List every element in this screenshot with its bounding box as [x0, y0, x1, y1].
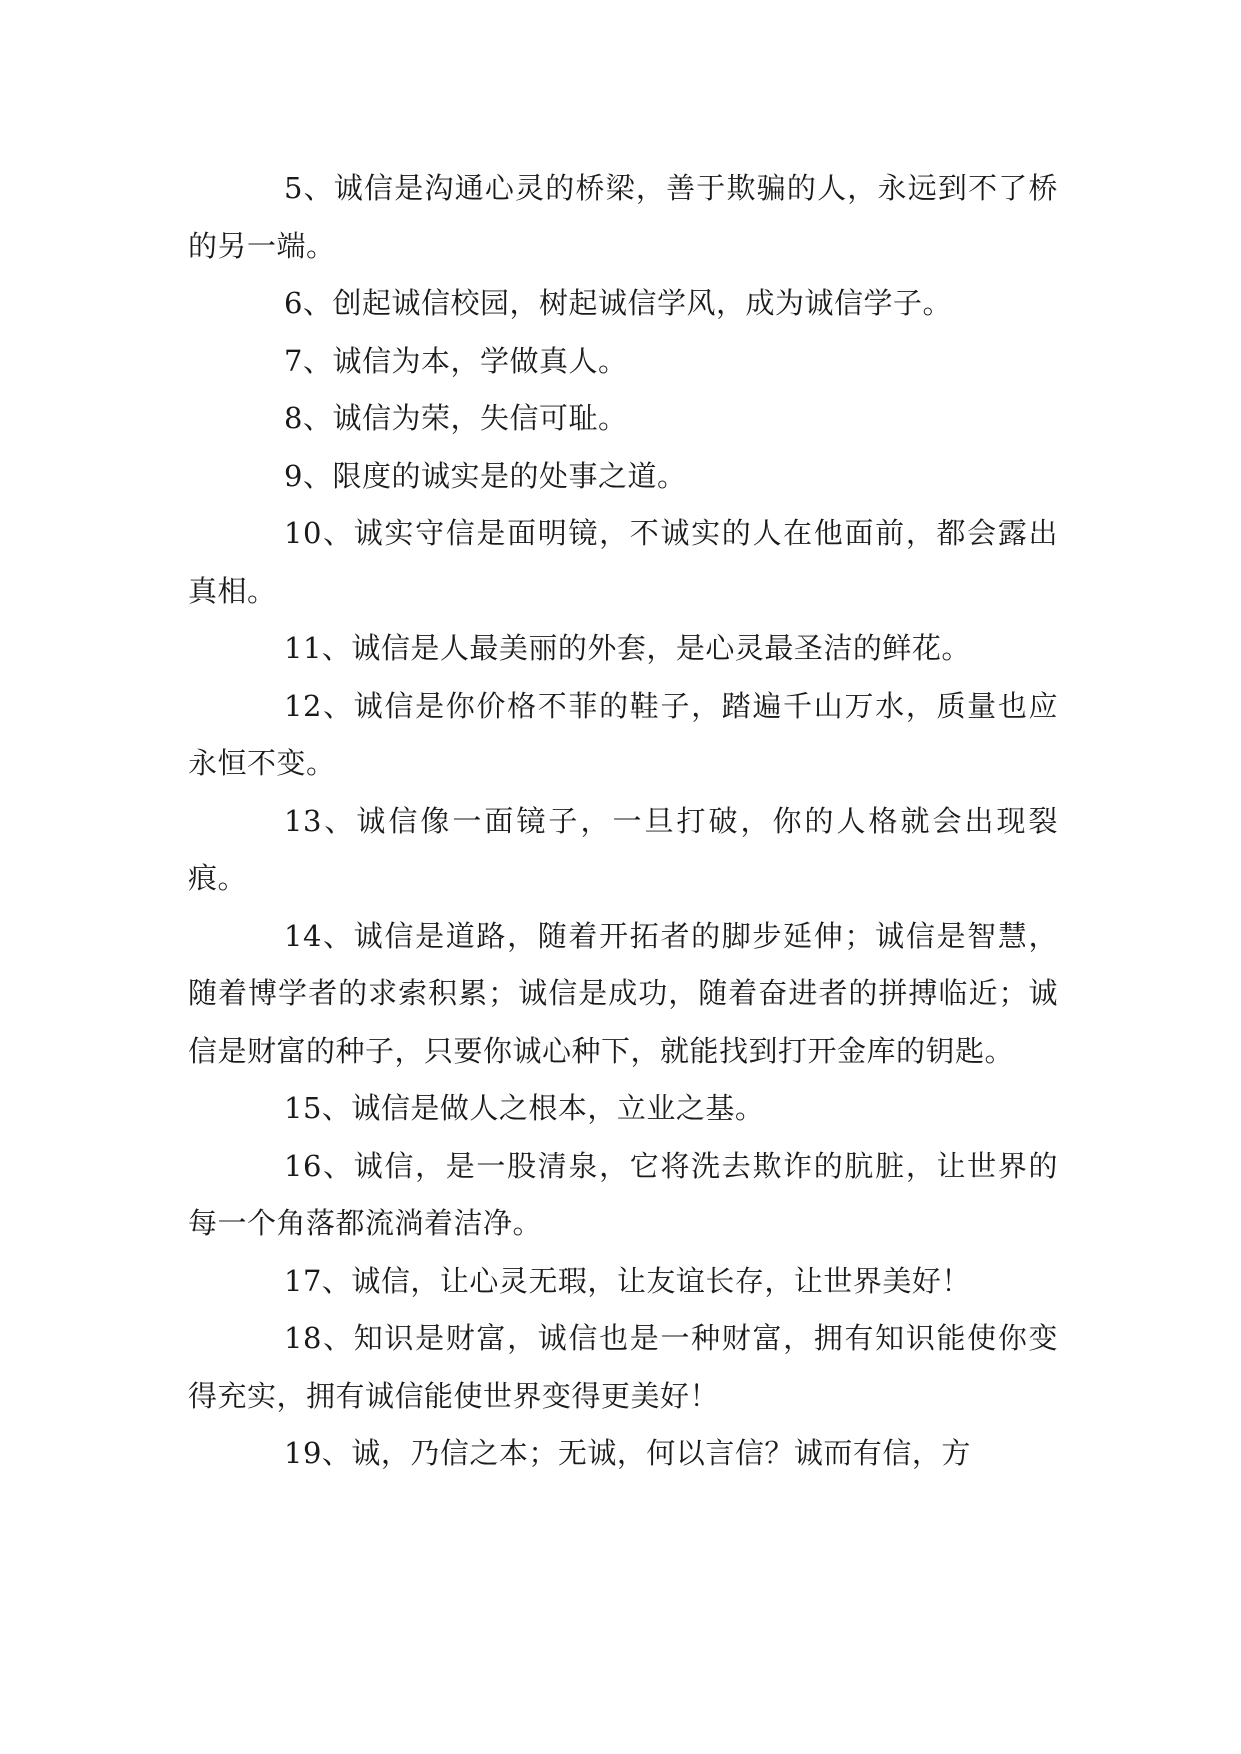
- paragraph-16: 16、诚信，是一股清泉，它将洗去欺诈的肮脏，让世界的每一个角落都流淌着洁净。: [188, 1148, 1058, 1240]
- paragraph-17: 17、诚信，让心灵无瑕，让友谊长存，让世界美好！: [284, 1263, 971, 1298]
- paragraph-15: 15、诚信是做人之根本，立业之基。: [284, 1091, 765, 1125]
- paragraph-12: 12、诚信是你价格不菲的鞋子，踏遍千山万水，质量也应永恒不变。: [188, 688, 1058, 780]
- paragraph-11: 11、诚信是人最美丽的外套，是心灵最圣洁的鲜花。: [284, 631, 971, 665]
- paragraph-13: 13、诚信像一面镜子，一旦打破，你的人格就会出现裂痕。: [188, 803, 1058, 895]
- paragraph-9: 9、限度的诚实是的处事之道。: [284, 458, 687, 493]
- paragraph-6: 6、创起诚信校园，树起诚信学风，成为诚信学子。: [284, 286, 952, 320]
- paragraph-5: 5、诚信是沟通心灵的桥梁，善于欺骗的人，永远到不了桥的另一端。: [188, 171, 1058, 263]
- paragraph-18: 18、知识是财富，诚信也是一种财富，拥有知识能使你变得充实，拥有诚信能使世界变得更美好！: [188, 1321, 1058, 1413]
- document-body: [188, 160, 1058, 1483]
- paragraph-8: 8、诚信为荣，失信可耻。: [284, 401, 628, 435]
- paragraph-14: 14、诚信是道路，随着开拓者的脚步延伸；诚信是智慧，随着博学者的求索积累；诚信是成功，随着奋进者的拼搏临近；诚信是财富的种子，只要你诚心种下，就能找到打开金库的钥匙。: [188, 918, 1058, 1068]
- paragraph-10: 10、诚实守信是面明镜，不诚实的人在他面前，都会露出真相。: [188, 516, 1058, 608]
- paragraph-19: 19、诚，乃信之本；无诚，何以言信？诚而有信，方: [284, 1436, 971, 1470]
- paragraph-7: 7、诚信为本，学做真人。: [284, 343, 628, 378]
